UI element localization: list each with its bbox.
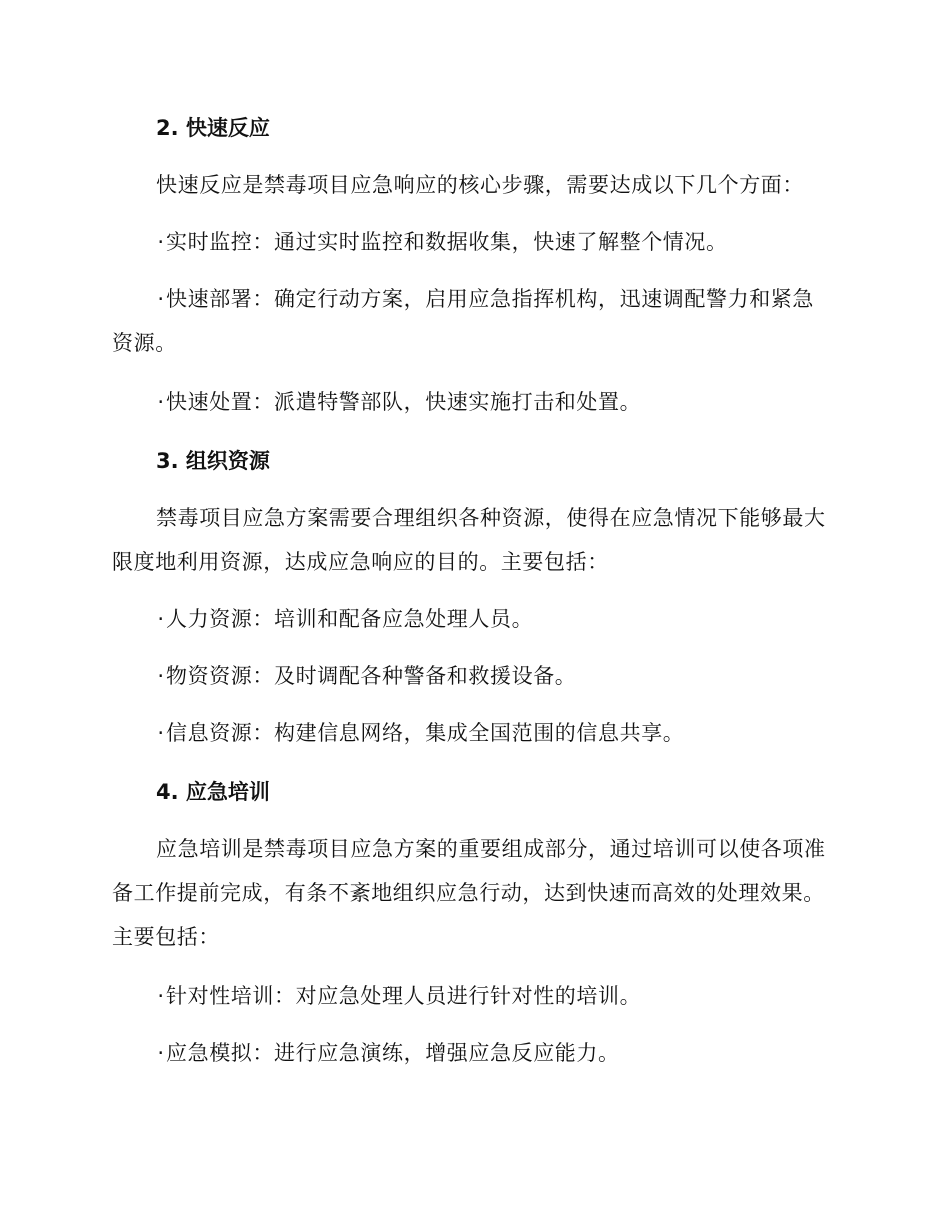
- bullet-icon: ·: [157, 607, 165, 631]
- bullet-icon: ·: [157, 984, 165, 1008]
- list-item-text: 应急模拟：进行应急演练，增强应急反应能力。: [166, 1041, 620, 1065]
- list-item: [112, 974, 834, 1018]
- section-heading-emergency-training: 4. 应急培训: [156, 780, 270, 804]
- bullet-icon: ·: [157, 230, 165, 254]
- list-item: [112, 597, 834, 641]
- list-item-text: 信息资源：构建信息网络，集成全国范围的信息共享。: [166, 721, 685, 745]
- list-item-text: 快速处置：派遣特警部队，快速实施打击和处置。: [166, 390, 642, 414]
- bullet-icon: ·: [157, 287, 165, 311]
- list-item: [112, 1031, 834, 1075]
- list-item: [112, 380, 834, 424]
- section-heading-quick-response: 2. 快速反应: [156, 116, 270, 140]
- list-item: [112, 711, 834, 755]
- list-item-text: 物资资源：及时调配各种警备和救援设备。: [166, 664, 577, 688]
- list-item-text: 人力资源：培训和配备应急处理人员。: [166, 607, 534, 631]
- bullet-icon: ·: [157, 664, 165, 688]
- list-item: [112, 654, 834, 698]
- section-heading-organize-resources: 3. 组织资源: [156, 449, 270, 473]
- bullet-icon: ·: [157, 390, 165, 414]
- list-item-text: 针对性培训：对应急处理人员进行针对性的培训。: [166, 984, 642, 1008]
- bullet-icon: ·: [157, 721, 165, 745]
- list-item-text: 实时监控：通过实时监控和数据收集，快速了解整个情况。: [166, 230, 728, 254]
- section-intro-emergency-training: 应急培训是禁毒项目应急方案的重要组成部分，通过培训可以使各项准备工作提前完成，有条不紊地组织应急行动，达到快速而高效的处理效果。主要包括：: [112, 837, 826, 949]
- list-item: [112, 220, 834, 264]
- list-item-text: 快速部署：确定行动方案，启用应急指挥机构，迅速调配警力和紧急资源。: [112, 287, 814, 355]
- section-intro-quick-response: 快速反应是禁毒项目应急响应的核心步骤，需要达成以下几个方面：: [156, 173, 804, 197]
- list-item: [112, 277, 834, 365]
- section-intro-organize-resources: 禁毒项目应急方案需要合理组织各种资源，使得在应急情况下能够最大限度地利用资源，达成应急响应的目的。主要包括：: [112, 506, 826, 574]
- bullet-icon: ·: [157, 1041, 165, 1065]
